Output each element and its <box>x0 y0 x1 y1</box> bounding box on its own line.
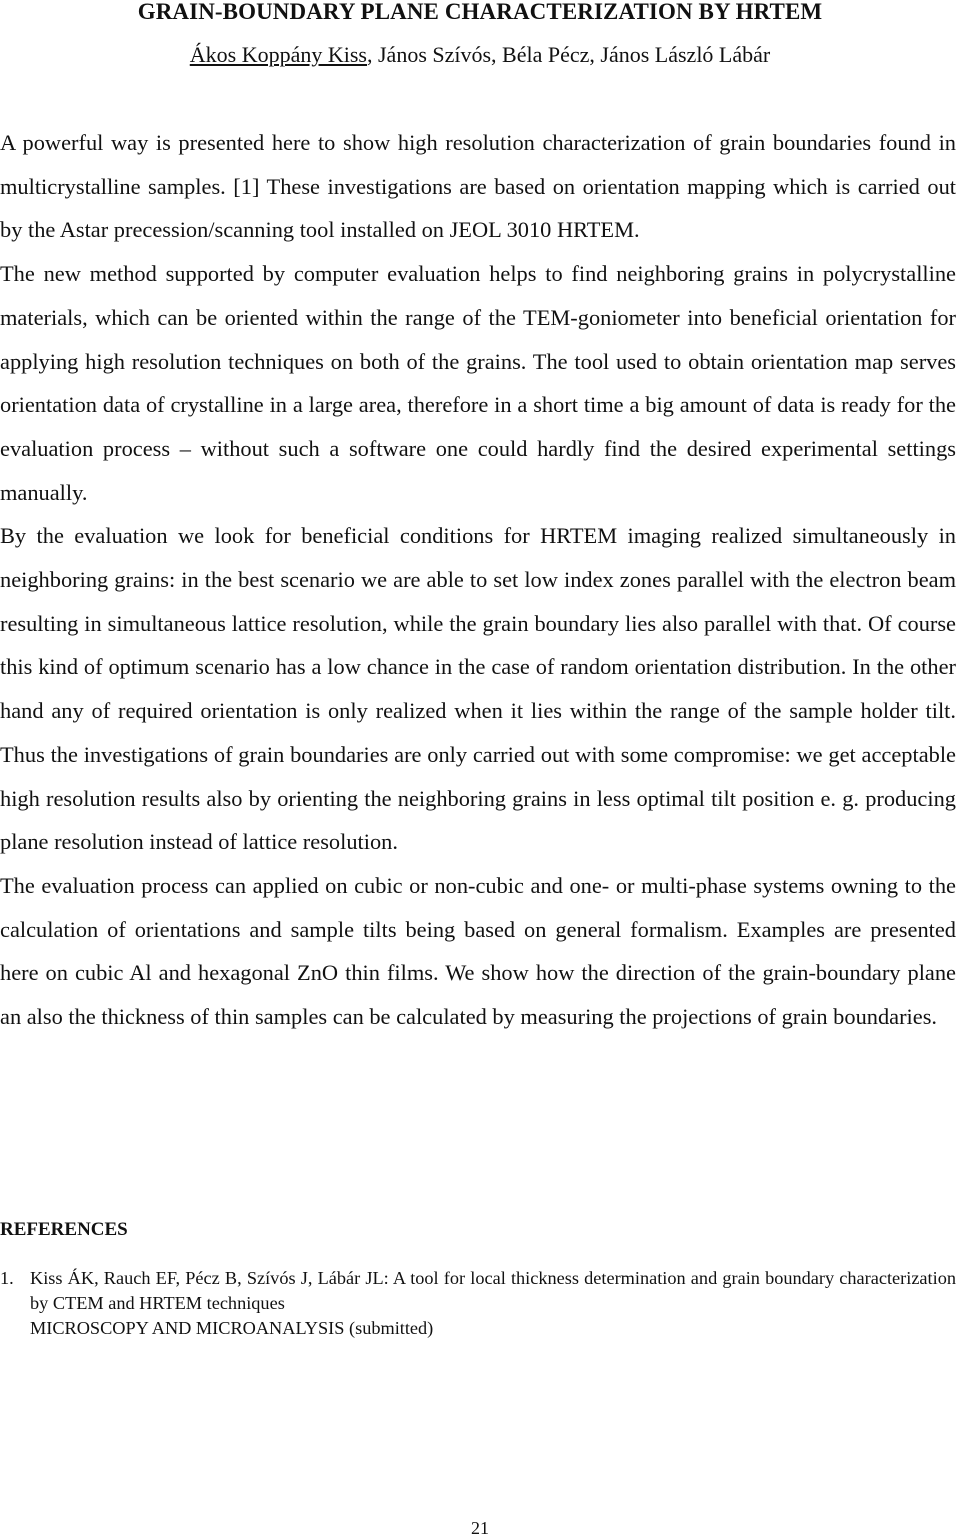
paper-title: GRAIN-BOUNDARY PLANE CHARACTERIZATION BY HRTEM <box>137 0 823 24</box>
paragraph: The evaluation process can applied on cubic or non-cubic and one- or multi-phase systems owning to the calculation of orientations and sample tilts being based on general formalism. Examples are presented here on cubic Al and hexagonal ZnO thin films. We show how the direction of the grain-boundary plane an also the thickness of thin samples can be calculated by measuring the projections of grain boundaries. <box>0 872 956 1030</box>
reference-text: Kiss ÁK, Rauch EF, Pécz B, Szívós J, Lábár JL: A tool for local thickness determination and grain boundary characterization by CTEM and HRTEM techniques <box>30 1268 956 1313</box>
references-heading: REFERENCES <box>0 1219 128 1240</box>
paragraph: The new method supported by computer evaluation helps to find neighboring grains in polycrystalline materials, which can be oriented within the range of the TEM-goniometer into beneficial orientation for applying high resolution techniques on both of the grains. The tool used to obtain orientation map serves orientation data of crystalline in a large area, therefore in a short time a big amount of data is ready for the evaluation process – without such a software one could hardly find the desired experimental settings manually. <box>0 261 956 505</box>
author-list <box>0 41 960 69</box>
reference-number: 1. <box>0 1268 14 1288</box>
paragraph: A powerful way is presented here to show high resolution characterization of grain boundaries found in multicrystalline samples. [1] These investigations are based on orientation mapping which is carried out by the Astar precession/scanning tool installed on JEOL 3010 HRTEM. <box>0 130 956 243</box>
paragraph: By the evaluation we look for beneficial conditions for HRTEM imaging realized simultaneously in neighboring grains: in the best scenario we are able to set low index zones parallel with the electron beam resulting in simultaneous lattice resolution, while the grain boundary lies also parallel with that. Of course this kind of optimum scenario has a low chance in the case of random orientation distribution. In the other hand any of required orientation is only realized when it lies within the range of the sample holder tilt. Thus the investigations of grain boundaries are only carried out with some compromise: we get acceptable high resolution results also by orienting the neighboring grains in less optimal tilt position e. g. producing plane resolution instead of lattice resolution. <box>0 523 956 855</box>
reference-journal: MICROSCOPY AND MICROANALYSIS (submitted) <box>30 1318 434 1338</box>
other-authors: , János Szívós, Béla Pécz, János László Lábár <box>367 42 771 67</box>
reference-item <box>0 1266 956 1341</box>
first-author: Ákos Koppány Kiss <box>189 42 367 67</box>
abstract-body <box>0 121 956 1039</box>
page-number: 21 <box>471 1518 489 1538</box>
